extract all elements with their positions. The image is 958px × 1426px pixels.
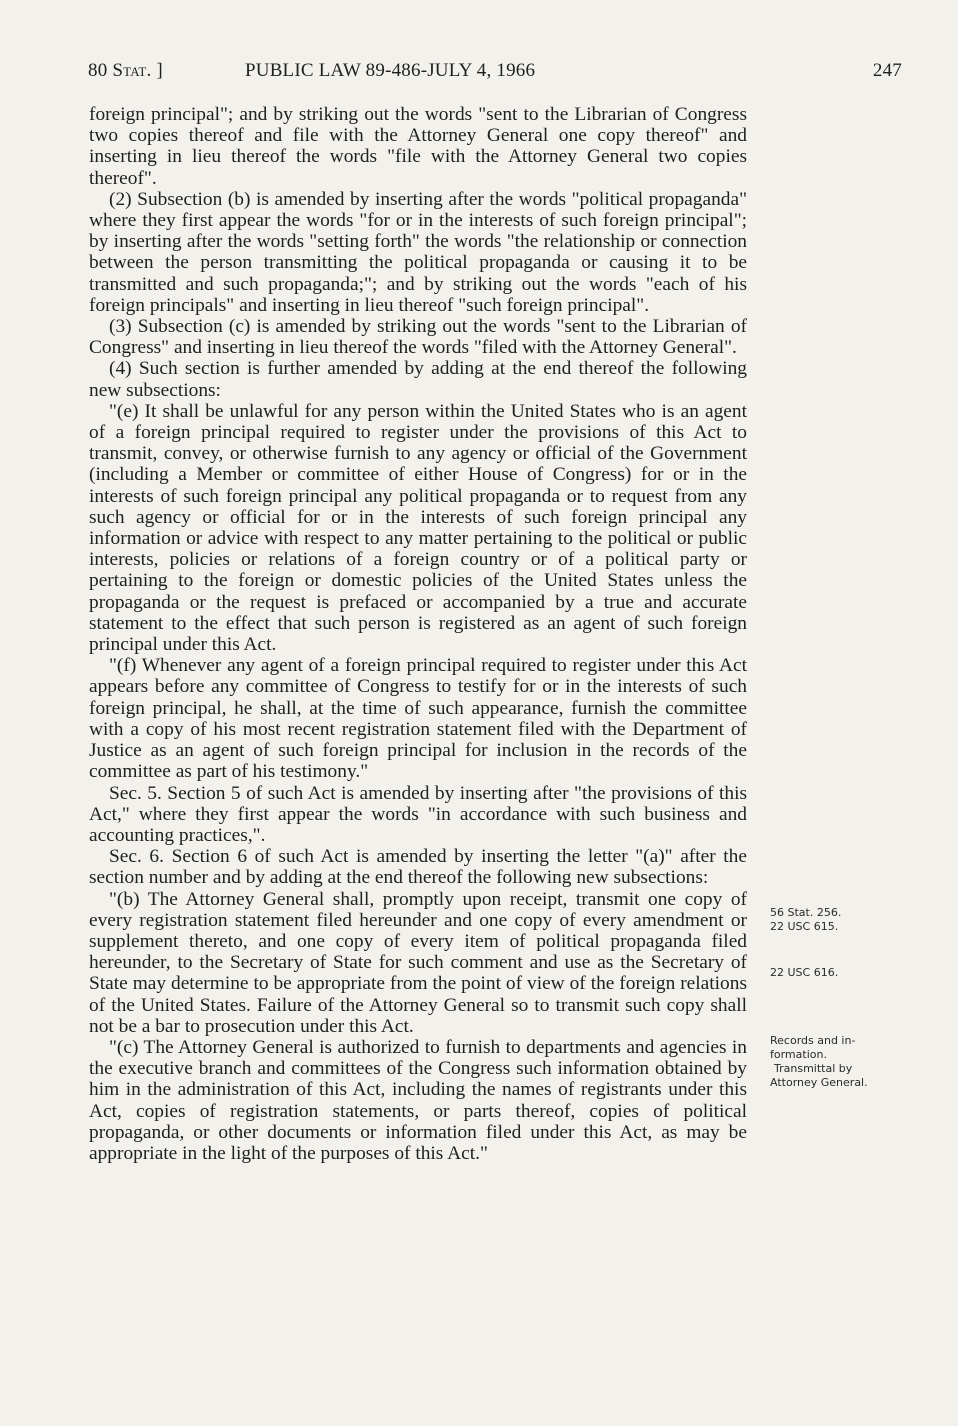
paragraph: "(b) The Attorney General shall, promptly upon receipt, transmit one copy of every registration statement filed hereunder and one copy of every amendment or supplement thereto, and one copy of every item of political propaganda filed hereunder, to the Secretary of State for such comment and use as the Secretary of State may determine to be appropriate from the point of view of the foreign relations of the United States. Failure of the Attorney General so to transmit such copy shall not be a bar to prosecution under this Act. bbox=[89, 888, 747, 1037]
section-6: Sec. 6. Section 6 of such Act is amended by inserting the letter "(a)" after the section number and by adding at the end thereof the following new subsections: bbox=[89, 846, 747, 889]
paragraph: (3) Subsection (c) is amended by striking out the words "sent to the Librarian of Congress" and inserting in lieu thereof the words "filed with the Attorney General". bbox=[89, 316, 747, 359]
margin-heading: Transmittal by bbox=[774, 1062, 853, 1075]
margin-note-records bbox=[770, 1034, 900, 1090]
paragraph: (2) Subsection (b) is amended by inserting after the words "political propaganda" where they first appear the words "for or in the interests of such foreign principal"; by inserting after the words "setting forth" the words "the relationship or connection between the person transmitting the political propaganda or causing it to be transmitted and such propaganda;"; and by striking out the words "each of his foreign principals" and inserting in lieu thereof "such foreign principal". bbox=[89, 188, 747, 316]
page-header bbox=[88, 60, 902, 88]
law-title: PUBLIC LAW 89-486-JULY 4, 1966 bbox=[245, 60, 536, 81]
body-text bbox=[89, 104, 747, 1164]
section-5: Sec. 5. Section 5 of such Act is amended by inserting after "the provisions of this Act," where they first appear the words "in accordance with such business and accounting practices,". bbox=[89, 782, 747, 846]
page-number: 247 bbox=[872, 60, 902, 81]
paragraph: "(c) The Attorney General is authorized to furnish to departments and agencies in the executive branch and committees of the Congress such information obtained by him in the administration of this Act, including the names of registrants under this Act, copies of registration statements, or parts thereof, copies of political propaganda, or other documents or information filed under this Act, as may be appropriate in the light of the purposes of this Act." bbox=[89, 1036, 747, 1164]
margin-heading: formation. bbox=[770, 1048, 827, 1061]
margin-citation: 22 USC 615. bbox=[770, 920, 839, 933]
margin-heading: Records and in- bbox=[770, 1034, 856, 1047]
paragraph: foreign principal"; and by striking out the words "sent to the Librarian of Congress two copies thereof and file with the Attorney General one copy thereof" and inserting in lieu thereof the words "file with the Attorney General two copies thereof". bbox=[89, 104, 747, 189]
margin-note-sec5 bbox=[770, 906, 900, 934]
stat-volume: 80 Stat. ] bbox=[88, 60, 163, 81]
paragraph: "(f) Whenever any agent of a foreign principal required to register under this Act appears before any committee of Congress to testify for or in the interests of such foreign principal, he shall, at the time of such appearance, furnish the committee with a copy of his most recent registration statement filed with the Department of Justice as an agent of such foreign principal for inclusion in the records of the committee as part of his testimony." bbox=[89, 655, 747, 783]
margin-citation: 22 USC 616. bbox=[770, 966, 839, 979]
margin-note-sec6 bbox=[770, 966, 900, 980]
margin-heading: Attorney General. bbox=[770, 1076, 868, 1089]
paragraph: (4) Such section is further amended by adding at the end thereof the following new subsections: bbox=[89, 358, 747, 401]
paragraph: "(e) It shall be unlawful for any person within the United States who is an agent of a foreign principal required to register under the provisions of this Act to transmit, convey, or otherwise furnish to any agency or official of the Government (including a Member or committee of either House of Congress) for or in the interests of such foreign principal any political propaganda or to request from any such agency or official for or in the interests of such foreign principal any information or advice with respect to any matter pertaining to the political or public interests, policies or relations of a foreign country or of a political party or pertaining to the foreign or domestic policies of the United States unless the propaganda or the request is prefaced or accompanied by a true and accurate statement to the effect that such person is registered as an agent of such foreign principal under this Act. bbox=[89, 400, 747, 656]
margin-citation: 56 Stat. 256. bbox=[770, 906, 842, 919]
